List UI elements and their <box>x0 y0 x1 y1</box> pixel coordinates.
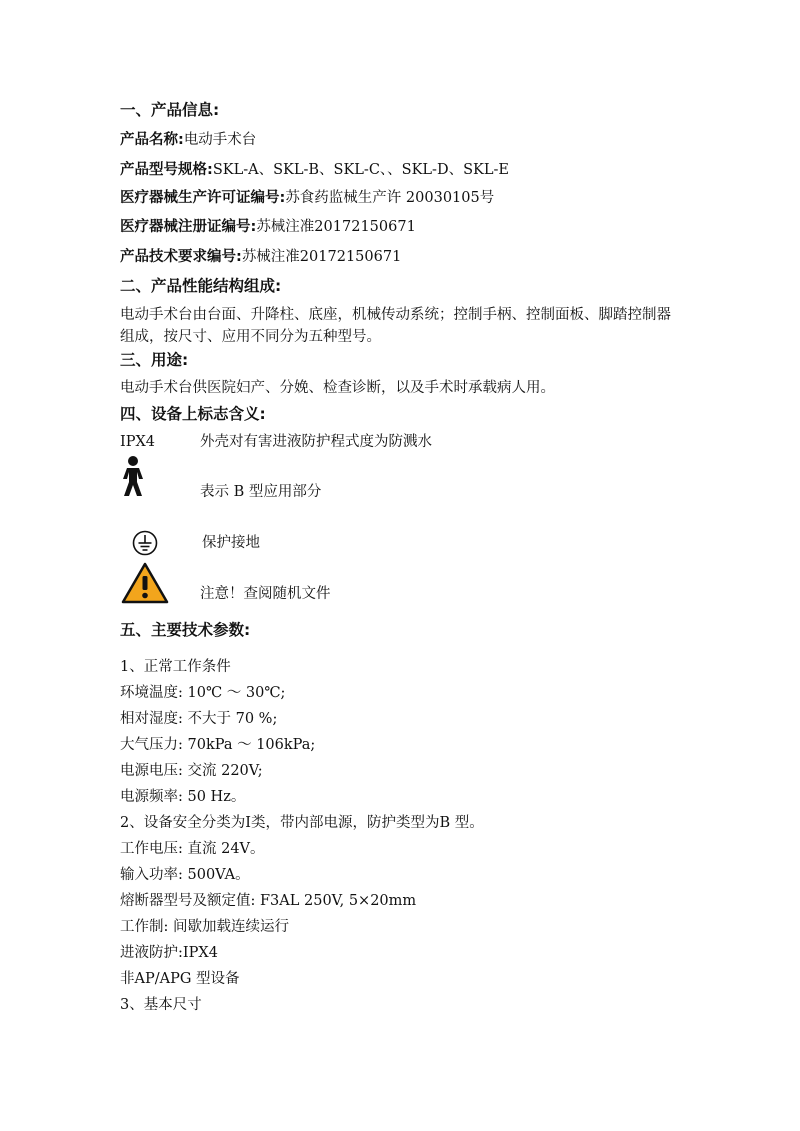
type-b-applied-part-icon <box>118 455 148 497</box>
tech-requirement-value: 苏械注准20172150671 <box>241 249 402 265</box>
product-name-label: 产品名称: <box>120 132 184 148</box>
param-line: 环境温度: 10℃ ～ 30℃; <box>120 685 286 701</box>
warning-description: 注意！查阅随机文件 <box>200 586 331 602</box>
production-license-label: 医疗器械生产许可证编号: <box>120 190 286 206</box>
section-heading-structure: 二、产品性能结构组成: <box>120 277 282 295</box>
protective-earth-description: 保护接地 <box>202 535 260 551</box>
ipx4-code: IPX4 <box>120 434 156 450</box>
production-license-row <box>120 188 494 208</box>
structure-paragraph: 电动手术台由台面、升降柱、底座，机械传动系统；控制手柄、控制面板、脚踏控制器组成，按尺寸、应用不同分为五种型号。 <box>120 307 671 345</box>
warning-triangle-icon <box>121 562 169 604</box>
section-heading-usage: 三、用途: <box>120 351 189 369</box>
param-line: 2、设备安全分类为Ⅰ类，带内部电源，防护类型为B 型。 <box>120 815 484 831</box>
param-line: 工作电压: 直流 24V。 <box>120 841 265 857</box>
param-line: 电源电压: 交流 220V; <box>120 763 263 779</box>
param-line: 非AP/APG 型设备 <box>120 971 240 987</box>
registration-label: 医疗器械注册证编号: <box>120 219 257 235</box>
param-line: 进液防护:IPX4 <box>120 945 218 961</box>
product-model-row <box>120 160 509 180</box>
param-line: 电源频率: 50 Hz。 <box>120 789 246 805</box>
ipx4-description: 外壳对有害进液防护程式度为防溅水 <box>200 434 432 450</box>
registration-value: 苏械注准20172150671 <box>256 219 416 235</box>
section-heading-product-info: 一、产品信息: <box>120 101 220 119</box>
param-line: 1、正常工作条件 <box>120 659 231 675</box>
usage-paragraph: 电动手术台供医院妇产、分娩、检查诊断，以及手术时承载病人用。 <box>120 380 555 396</box>
product-model-value: SKL-A、SKL-B、SKL-C、、SKL-D、SKL-E <box>212 162 509 178</box>
param-line: 工作制: 间歇加载连续运行 <box>120 919 289 935</box>
param-line: 输入功率: 500VA。 <box>120 867 250 883</box>
param-line: 相对湿度: 不大于 70 %; <box>120 711 278 727</box>
product-model-label: 产品型号规格: <box>120 162 213 178</box>
protective-earth-icon <box>132 530 158 556</box>
param-line: 熔断器型号及额定值: F3AL 250V, 5×20mm <box>120 893 417 909</box>
param-line: 大气压力: 70kPa ～ 106kPa; <box>120 737 316 753</box>
section-heading-symbols: 四、设备上标志含义: <box>120 405 266 423</box>
registration-row <box>120 217 416 237</box>
production-license-value: 苏食药监械生产许 20030105号 <box>285 190 495 206</box>
section-heading-tech-params: 五、主要技术参数: <box>120 621 251 639</box>
tech-requirement-label: 产品技术要求编号: <box>120 249 242 265</box>
product-name-value: 电动手术台 <box>183 132 257 148</box>
product-name-row <box>120 130 256 150</box>
param-line: 3、基本尺寸 <box>120 997 202 1013</box>
tech-requirement-row <box>120 247 401 267</box>
type-b-description: 表示 B 型应用部分 <box>200 484 322 500</box>
